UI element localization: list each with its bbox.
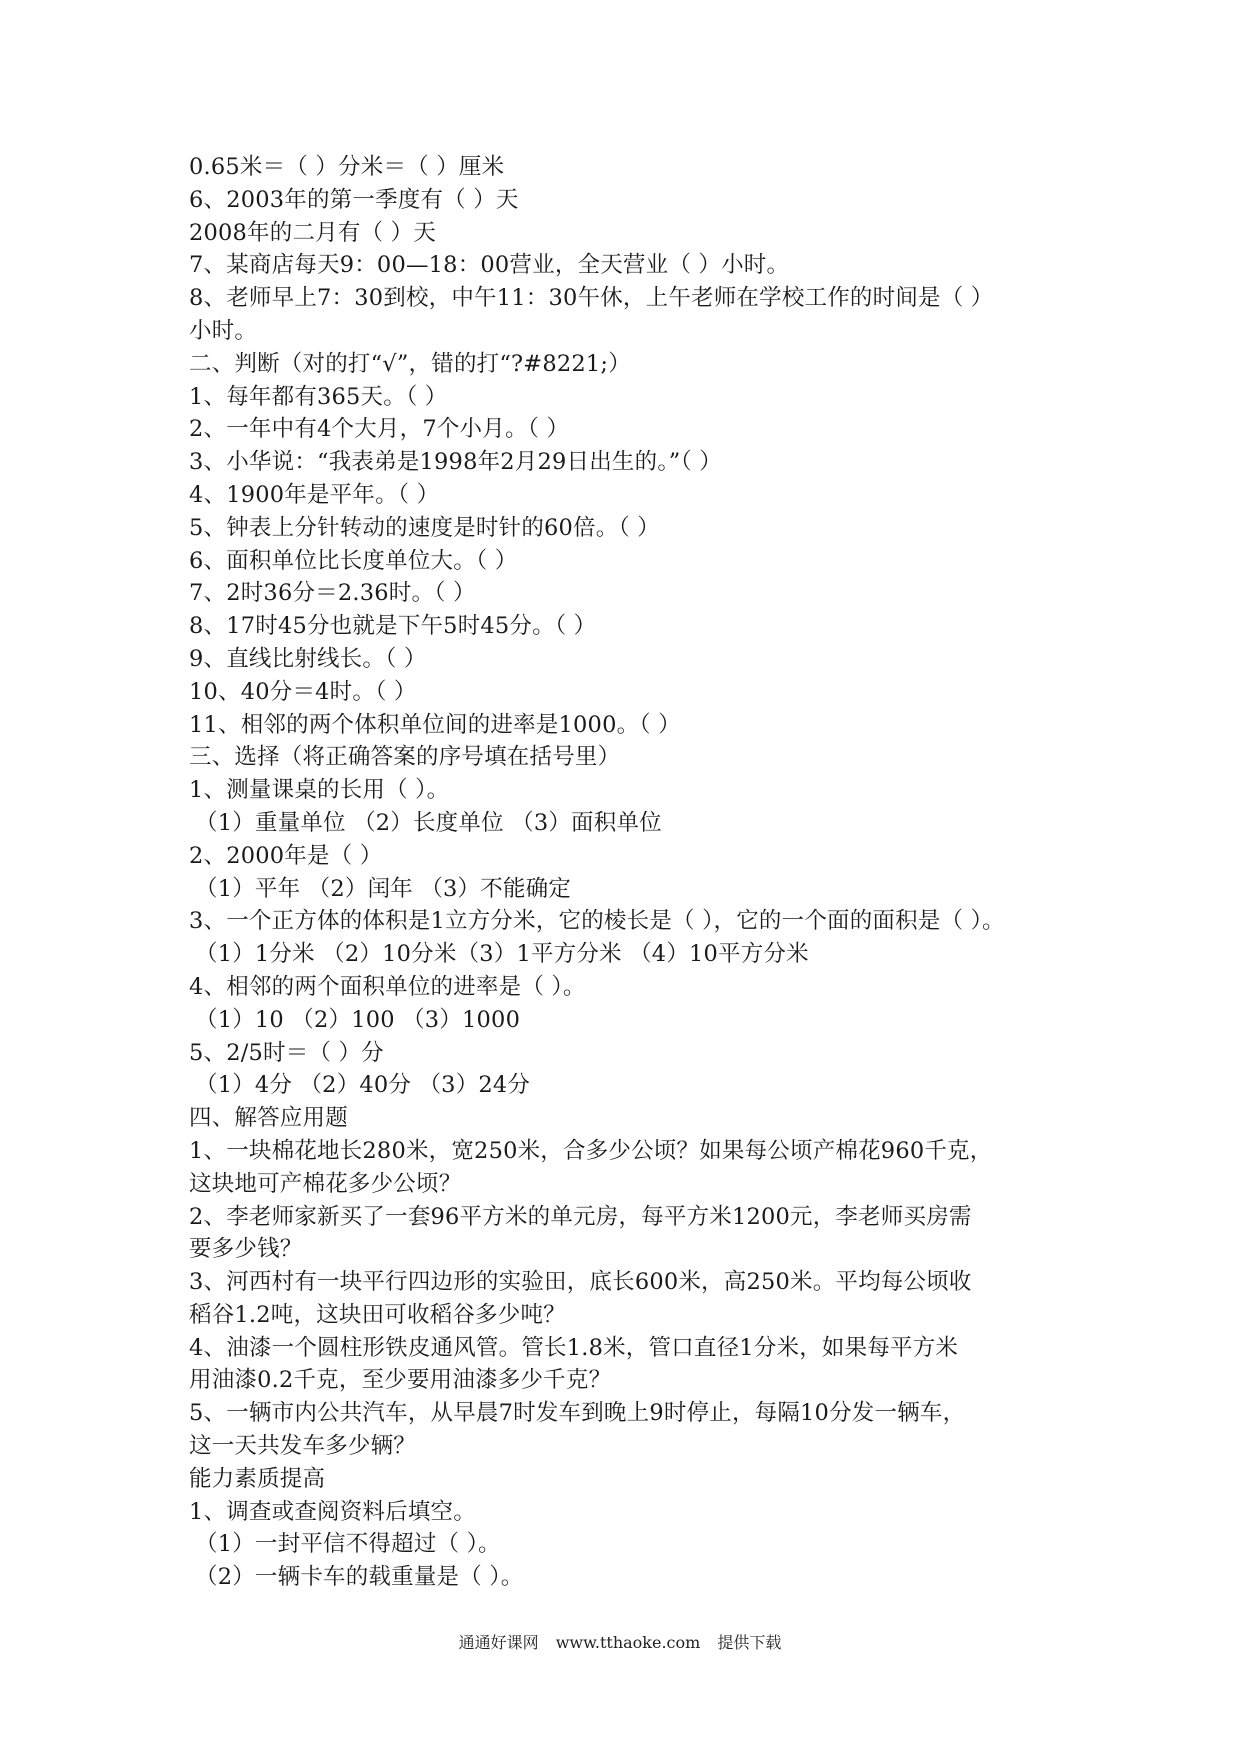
text-line: 4、相邻的两个面积单位的进率是（ ）。 (189, 973, 586, 1000)
text-line: 8、老师早上7：30到校，中午11：30午休，上午老师在学校工作的时间是（ ） (189, 285, 994, 312)
text-line: 5、一辆市内公共汽车，从早晨7时发车到晚上9时停止，每隔10分发一辆车， (189, 1400, 966, 1427)
text-line: 8、17时45分也就是下午5时45分。（ ） (189, 613, 597, 640)
text-line: 2、一年中有4个大月，7个小月。（ ） (189, 416, 570, 443)
text-line: 用油漆0.2千克，至少要用油漆多少千克？ (189, 1367, 612, 1394)
answer-options-line: （1）重量单位 （2）长度单位 （3）面积单位 (195, 809, 662, 836)
text-line: 3、河西村有一块平行四边形的实验田，底长600米，高250米。平均每公顷收 (189, 1269, 972, 1296)
answer-options-line: （1）10 （2）100 （3）1000 (195, 1006, 521, 1033)
text-line: 5、钟表上分针转动的速度是时针的60倍。（ ） (189, 514, 660, 541)
text-line: 0.65米＝（ ）分米＝（ ）厘米 (189, 154, 505, 180)
text-line: 6、2003年的第一季度有（ ）天 (189, 186, 519, 213)
text-line: 2、李老师家新买了一套96平方米的单元房，每平方米1200元，李老师买房需 (189, 1203, 972, 1230)
text-line: 4、油漆一个圆柱形铁皮通风管。管长1.8米，管口直径1分米，如果每平方米 (189, 1334, 959, 1361)
text-line: 10、40分＝4时。（ ） (189, 678, 417, 705)
text-line: 四、解答应用题 (189, 1105, 348, 1132)
answer-options-line: （2）一辆卡车的载重量是（ ）。 (195, 1564, 524, 1591)
text-line: 这块地可产棉花多少公顷？ (189, 1170, 462, 1197)
text-line: 1、一块棉花地长280米，宽250米，合多少公顷？如果每公顷产棉花960千克， (189, 1137, 993, 1164)
answer-options-line: （1）4分 （2）40分 （3）24分 (195, 1072, 531, 1099)
text-line: 二、判断（对的打“√”，错的打“?#8221;） (189, 350, 631, 377)
text-line: 11、相邻的两个体积单位间的进率是1000。（ ） (189, 711, 681, 738)
text-line: 稻谷1.2吨，这块田可收稻谷多少吨？ (189, 1301, 566, 1328)
text-line: 3、小华说：“我表弟是1998年2月29日出生的。”（ ） (189, 449, 722, 476)
text-line: 三、选择（将正确答案的序号填在括号里） (189, 744, 621, 771)
text-line: 4、1900年是平年。（ ） (189, 481, 440, 508)
text-line: 1、调查或查阅资料后填空。 (189, 1498, 476, 1525)
text-line: 1、每年都有365天。（ ） (189, 383, 448, 410)
text-line: 2008年的二月有（ ）天 (189, 219, 437, 246)
footer-site-name: 通通好课网 (458, 1633, 539, 1652)
text-line: 这一天共发车多少辆？ (189, 1433, 417, 1460)
text-line: 3、一个正方体的体积是1立方分米，它的棱长是（ ），它的一个面的面积是（ ）。 (189, 908, 1005, 935)
text-line: 7、某商店每天9：00—18：00营业，全天营业（ ）小时。 (189, 252, 790, 279)
text-line: 1、测量课桌的长用（ ）。 (189, 777, 450, 804)
text-line: 2、2000年是（ ） (189, 842, 383, 869)
text-line: 能力素质提高 (189, 1465, 326, 1492)
page-footer (0, 1630, 1240, 1653)
footer-link[interactable]: www.tthaoke.com (555, 1633, 701, 1652)
text-line: 小时。 (189, 317, 258, 344)
text-line: 9、直线比射线长。（ ） (189, 645, 427, 672)
footer-suffix: 提供下载 (717, 1633, 782, 1652)
answer-options-line: （1）一封平信不得超过（ ）。 (195, 1531, 501, 1558)
text-line: 7、2时36分＝2.36时。（ ） (189, 580, 476, 607)
answer-options-line: （1）1分米 （2）10分米（3）1平方分米 （4）10平方分米 (195, 941, 809, 968)
text-line: 5、2/5时＝（ ）分 (189, 1039, 384, 1066)
answer-options-line: （1）平年 （2）闰年 （3）不能确定 (195, 875, 572, 902)
document-body (189, 151, 1079, 1594)
text-line: 6、面积单位比长度单位大。（ ） (189, 547, 518, 574)
text-line: 要多少钱？ (189, 1236, 303, 1263)
